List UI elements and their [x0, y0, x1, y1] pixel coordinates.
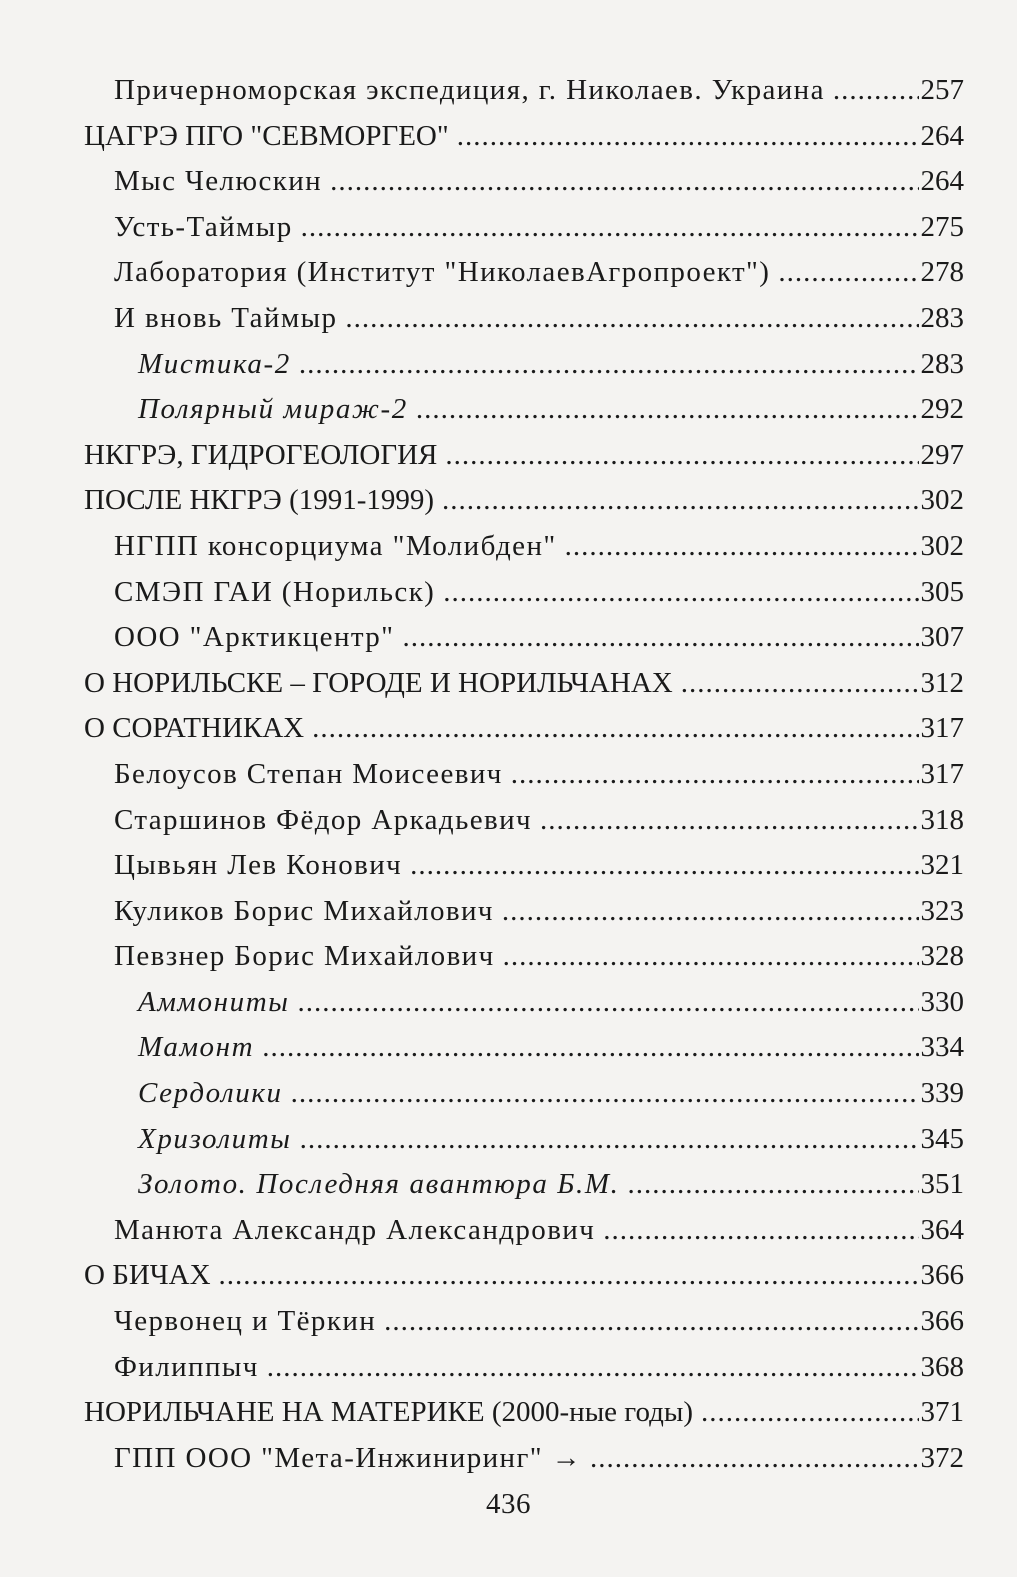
toc-entry-title: Червонец и Тёркин: [114, 1305, 377, 1338]
dot-leader: [299, 342, 919, 388]
toc-entry-title: О НОРИЛЬСКЕ – ГОРОДЕ И НОРИЛЬЧАНАХ: [84, 666, 673, 699]
toc-entry-title: НОРИЛЬЧАНЕ НА МАТЕРИКЕ (2000-ные годы): [84, 1396, 694, 1429]
toc-entry: [84, 250, 964, 296]
toc-entry-title: НКГРЭ, ГИДРОГЕОЛОГИЯ: [84, 438, 438, 471]
dot-leader: [511, 752, 919, 798]
dot-leader: [402, 615, 918, 661]
toc-entry: [84, 1162, 964, 1208]
toc-entry: [84, 68, 964, 114]
dot-leader: [443, 570, 918, 616]
toc-entry: [84, 1208, 964, 1254]
dot-leader: [345, 296, 918, 342]
toc-entry-title: Мистика-2: [138, 347, 291, 380]
dot-leader: [778, 250, 918, 296]
toc-entry-title: Причерноморская экспедиция, г. Николаев. Украина: [114, 74, 825, 106]
toc-entry-title: Золото. Последняя авантюра Б.М.: [138, 1168, 620, 1201]
dot-leader: [701, 1390, 918, 1436]
toc-entry-title: ПОСЛЕ НКГРЭ (1991-1999): [84, 484, 435, 517]
toc-entry-page: 307: [920, 621, 964, 654]
toc-entry-page: 278: [920, 256, 964, 289]
toc-entry-page: 364: [920, 1213, 964, 1246]
toc-entry-page: 302: [920, 529, 964, 562]
toc-entry: [84, 1299, 964, 1345]
toc-entry: [84, 661, 964, 707]
toc-entry: [84, 1436, 964, 1482]
toc-entry-page: 264: [920, 165, 964, 198]
toc-entry: [84, 1117, 964, 1163]
dot-leader: [416, 387, 919, 433]
toc-entry: [84, 980, 964, 1026]
toc-entry-page: 257: [920, 74, 964, 106]
toc-entry: [84, 706, 964, 752]
dot-leader: [267, 1345, 919, 1391]
toc-entry-page: 283: [920, 347, 964, 380]
toc-entry: [84, 798, 964, 844]
toc-entry-page: 368: [920, 1350, 964, 1383]
dot-leader: [540, 798, 919, 844]
toc-entry-page: 317: [920, 757, 964, 790]
dot-leader: [312, 706, 918, 752]
toc-entry-title: Лаборатория (Институт "НиколаевАгропроект"): [114, 256, 771, 289]
toc-entry: [84, 205, 964, 251]
toc-entry: [84, 114, 964, 160]
toc-entry-title: Певзнер Борис Михайлович: [114, 940, 495, 973]
toc-entry-page: 334: [920, 1031, 964, 1064]
toc-entry-page: 275: [920, 210, 964, 243]
toc-entry: [84, 387, 964, 433]
toc-entry-title: Цывьян Лев Конович: [114, 849, 403, 882]
dot-leader: [442, 478, 918, 524]
toc-entry-page: 321: [920, 849, 964, 882]
toc-entry-page: 312: [920, 666, 964, 699]
dot-leader: [565, 524, 919, 570]
toc-entry-title: О СОРАТНИКАХ: [84, 712, 305, 745]
toc-entry-title: ЦАГРЭ ПГО "СЕВМОРГЕО": [84, 119, 449, 152]
toc-entry: [84, 752, 964, 798]
dot-leader: [445, 433, 918, 479]
toc-entry-page: 330: [920, 985, 964, 1018]
toc-entry: [84, 1390, 964, 1436]
toc-entry: [84, 934, 964, 980]
toc-entry-title: О БИЧАХ: [84, 1259, 211, 1292]
toc-entry: [84, 570, 964, 616]
toc-entry-page: 366: [920, 1259, 964, 1292]
toc-entry-title: ООО "Арктикцентр": [114, 621, 395, 654]
dot-leader: [410, 843, 918, 889]
toc-entry-title: Мамонт: [138, 1031, 255, 1064]
dot-leader: [301, 205, 919, 251]
toc-entry-title: Манюта Александр Александрович: [114, 1213, 596, 1246]
toc-entry: [84, 615, 964, 661]
toc-entry-title: Сердолики: [138, 1077, 283, 1110]
toc-entry: [84, 296, 964, 342]
toc-entry: [84, 1025, 964, 1071]
toc-entry-page: 305: [920, 575, 964, 608]
dot-leader: [603, 1208, 918, 1254]
page-number: 436: [486, 1488, 531, 1520]
toc-entry-title: Филиппыч: [114, 1350, 259, 1383]
toc-entry-page: 366: [920, 1305, 964, 1338]
dot-leader: [219, 1253, 919, 1299]
toc-entry: [84, 433, 964, 479]
toc-entry-title: ГПП ООО "Мета-Инжиниринг" →: [114, 1441, 583, 1474]
toc-entry-page: 317: [920, 712, 964, 745]
toc-entry-title: Куликов Борис Михайлович: [114, 894, 494, 927]
toc-entry-page: 318: [920, 803, 964, 836]
toc-entry-page: 264: [920, 119, 964, 152]
toc-entry-title: Мыс Челюскин: [114, 165, 323, 198]
toc-entry-title: И вновь Таймыр: [114, 301, 338, 334]
toc-entry-page: 328: [920, 940, 964, 973]
dot-leader: [300, 1117, 919, 1163]
toc-entry-page: 351: [920, 1168, 964, 1201]
toc-entry-page: 371: [920, 1396, 964, 1429]
dot-leader: [298, 980, 919, 1026]
table-of-contents: [84, 68, 964, 1481]
toc-entry-title: Аммониты: [138, 985, 290, 1018]
toc-entry-title: Старшинов Фёдор Аркадьевич: [114, 803, 532, 836]
dot-leader: [833, 68, 919, 114]
toc-entry-title: Белоусов Степан Моисеевич: [114, 757, 503, 790]
toc-entry-page: 302: [920, 484, 964, 517]
toc-entry-title: Усть-Таймыр: [114, 210, 293, 243]
toc-entry-page: 372: [920, 1441, 964, 1474]
toc-entry-title: СМЭП ГАИ (Норильск): [114, 575, 436, 608]
toc-entry: [84, 1071, 964, 1117]
toc-entry-page: 297: [920, 438, 964, 471]
dot-leader: [627, 1162, 918, 1208]
toc-entry-title: Полярный мираж-2: [138, 393, 408, 426]
toc-entry: [84, 524, 964, 570]
dot-leader: [291, 1071, 919, 1117]
toc-entry: [84, 843, 964, 889]
dot-leader: [590, 1436, 918, 1482]
toc-entry-page: 339: [920, 1077, 964, 1110]
dot-leader: [502, 889, 919, 935]
toc-entry-title: Хризолиты: [138, 1122, 292, 1155]
toc-entry: [84, 1253, 964, 1299]
dot-leader: [681, 661, 919, 707]
dot-leader: [457, 114, 919, 160]
toc-entry: [84, 1345, 964, 1391]
dot-leader: [330, 159, 918, 205]
dot-leader: [384, 1299, 918, 1345]
toc-entry: [84, 342, 964, 388]
toc-entry: [84, 889, 964, 935]
toc-entry: [84, 159, 964, 205]
dot-leader: [262, 1025, 918, 1071]
toc-entry-page: 345: [920, 1122, 964, 1155]
toc-entry-title: НГПП консорциума "Молибден": [114, 529, 557, 562]
toc-entry-page: 283: [920, 301, 964, 334]
toc-entry: [84, 478, 964, 524]
dot-leader: [503, 934, 919, 980]
toc-entry-page: 323: [920, 894, 964, 927]
toc-entry-page: 292: [920, 393, 964, 426]
